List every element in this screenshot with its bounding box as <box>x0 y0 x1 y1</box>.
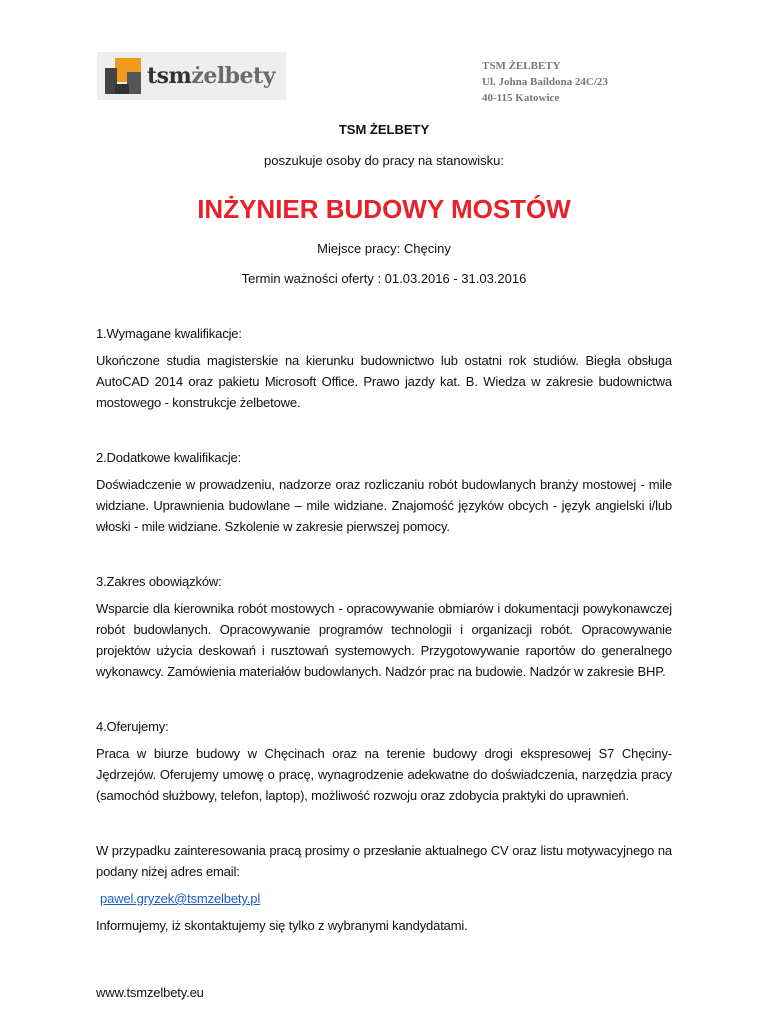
contact-email-wrap <box>96 888 672 909</box>
position-title: INŻYNIER BUDOWY MOSTÓW <box>197 194 571 224</box>
section-heading: 4.Oferujemy: <box>96 719 169 734</box>
logo-text <box>147 63 275 89</box>
section-heading: 2.Dodatkowe kwalifikacje: <box>96 450 242 465</box>
address-line: Ul. Johna Baildona 24C/23 <box>482 76 608 88</box>
address-line: TSM ŻELBETY <box>482 60 561 72</box>
company-logo <box>97 52 286 100</box>
section-heading: 1.Wymagane kwalifikacje: <box>96 326 242 341</box>
address-line: 40-115 Katowice <box>482 92 560 104</box>
section-heading: 3.Zakres obowiązków: <box>96 574 222 589</box>
section-body: Ukończone studia magisterskie na kierunku budownictwo lub ostatni rok studiów. Biegła obsługa AutoCAD 2014 oraz pakietu Microsoft Office. Prawo jazdy kat. B. Wiedza w zakresie budownictwa mostowego - konstrukcje żelbetowe. <box>96 353 672 410</box>
section-body: Praca w biurze budowy w Chęcinach oraz na terenie budowy drogi ekspresowej S7 Chęciny-Jędrzejów. Oferujemy umowę o pracę, wynagrodzenie adekwatne do doświadczenia, narzędzia pracy (samochód służbowy, telefon, laptop), możliwość rozwoju oraz zdobycia praktyki do uprawnień. <box>96 746 672 803</box>
company-name: TSM ŻELBETY <box>338 122 430 137</box>
logo-text-b: żelbety <box>191 63 276 89</box>
footer-website: www.tsmzelbety.eu <box>96 985 204 1000</box>
logo-mark-icon <box>105 58 141 94</box>
section-body: Doświadczenie w prowadzeniu, nadzorze oraz rozliczaniu robót budowlanych branży mostowej - mile widziane. Uprawnienia budowlane – mile widziane. Znajomość języków obcych - język angielski i/lub włoski - mile widziane. Szkolenie w zakresie pierwszej pomocy. <box>96 477 672 534</box>
section-body: Wsparcie dla kierownika robót mostowych - opracowywanie obmiarów i dokumentacji powykonawczej robót budowlanych. Opracowywanie programów technologii i organizacji robót. Opracowywanie projektów użycia deskowań i rusztowań systemowych. Przygotowywanie raportów do generalnego wykonawcy. Zamówienia materiałów budowlanych. Nadzór prac na budowie. Nadzór w zakresie BHP. <box>96 601 672 679</box>
intro-text: poszukuje osoby do pracy na stanowisku: <box>264 153 504 168</box>
contact-text: W przypadku zainteresowania pracą prosimy o przesłanie aktualnego CV oraz listu motywacyjnego na podany niżej adres email: <box>96 843 672 879</box>
letterhead <box>96 52 672 112</box>
company-address <box>482 58 608 106</box>
email-link[interactable]: pawel.gryzek@tsmzelbety.pl <box>100 891 261 906</box>
selection-note: Informujemy, iż skontaktujemy się tylko z wybranymi kandydatami. <box>96 918 468 933</box>
work-location: Miejsce pracy: Chęciny <box>317 241 451 256</box>
offer-validity: Termin ważności oferty : 01.03.2016 - 31.03.2016 <box>241 271 527 286</box>
logo-text-a: tsm <box>147 63 192 89</box>
